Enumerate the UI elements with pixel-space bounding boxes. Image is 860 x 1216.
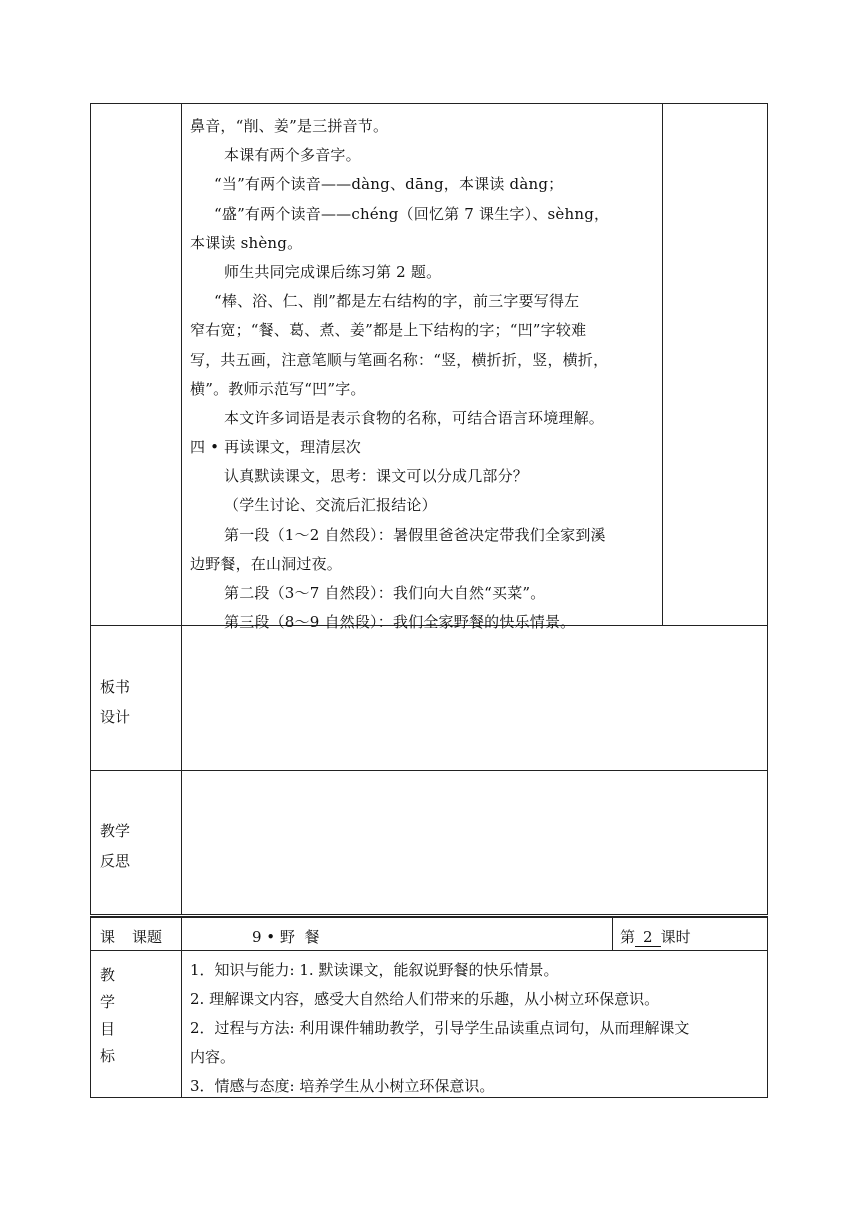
- upper-table-row-divider-2: [90, 770, 767, 771]
- lower-table-right-border: [767, 916, 768, 1098]
- content-line: 第三段（8～9 自然段）：我们全家野餐的快乐情景。: [224, 613, 576, 632]
- topic-label: 课题: [132, 928, 163, 946]
- content-line: 鼻音，“削、姜”是三拼音节。: [190, 117, 389, 135]
- reflection-label: [100, 816, 130, 876]
- content-line: 窄右宽；“餐、葛、煮、姜”都是上下结构的字；“凹”字较难: [190, 321, 587, 340]
- objectives-content: [190, 956, 765, 1101]
- content-line: 本文许多词语是表示食物的名称，可结合语言环境理解。: [224, 408, 605, 427]
- lesson-period: [620, 927, 691, 947]
- objective-line: 内容。: [190, 1048, 236, 1066]
- content-line: 第一段（1～2 自然段）：暑假里爸爸决定带我们全家到溪: [224, 525, 606, 544]
- objective-line: 2．过程与方法: 利用课件辅助教学，引导学生品读重点词句，从而理解课文: [190, 1019, 690, 1037]
- period-prefix: 第: [620, 928, 636, 946]
- content-line: “棒、浴、仁、削”都是左右结构的字，前三字要写得左: [214, 292, 580, 311]
- objective-line: 2. 理解课文内容，感受大自然给人们带来的乐趣，从小树立环保意识。: [190, 990, 660, 1008]
- lower-table-period-divider: [612, 916, 613, 951]
- content-line: “当”有两个读音——dàng、dāng，本课读 dàng；: [214, 175, 564, 194]
- period-suffix: 课时: [660, 928, 691, 946]
- objectives-label-char: 学: [100, 993, 116, 1011]
- reflection-label-line2: 反思: [100, 852, 131, 870]
- objectives-label: [100, 962, 130, 1070]
- upper-table-notes-divider: [662, 103, 663, 626]
- lower-table-header-divider: [90, 950, 767, 951]
- lower-table-label-divider: [181, 916, 182, 1098]
- lower-table-top-border: [90, 916, 767, 918]
- content-line: 本课有两个多音字。: [224, 146, 361, 165]
- objective-line: 1．知识与能力: 1. 默读课文，能叙说野餐的快乐情景。: [190, 961, 559, 979]
- objectives-label-char: 标: [100, 1047, 116, 1065]
- upper-table-top-border: [90, 103, 767, 104]
- objectives-label-char: 教: [100, 966, 116, 984]
- content-line: 第二段（3～7 自然段）：我们向大自然“买菜”。: [224, 584, 546, 602]
- board-design-label-line1: 板书: [100, 678, 131, 696]
- board-design-label: [100, 672, 130, 732]
- content-line: （学生讨论、交流后汇报结论）: [224, 496, 437, 515]
- content-line: 师生共同完成课后练习第 2 题。: [224, 262, 442, 281]
- content-line: 边野餐，在山洞过夜。: [190, 554, 343, 573]
- course-label: 课: [100, 928, 116, 946]
- content-line: 写，共五画，注意笔顺与笔画名称：“竖，横折折，竖，横折，: [190, 350, 609, 369]
- objectives-label-char: 目: [100, 1020, 116, 1038]
- section-heading: 四 • 再读课文，理清层次: [190, 438, 361, 457]
- objective-line: 3．情感与态度: 培养学生从小树立环保意识。: [190, 1077, 495, 1095]
- lower-table-left-border: [90, 916, 91, 1098]
- upper-table-left-border: [90, 103, 91, 915]
- upper-table-right-border: [767, 103, 768, 915]
- period-number: 2: [635, 928, 661, 947]
- content-line: 认真默读课文，思考：课文可以分成几部分？: [224, 467, 529, 486]
- upper-table-label-divider: [181, 103, 182, 915]
- content-line: 横”。教师示范写“凹”字。: [190, 379, 366, 398]
- content-line: 本课读 shèng。: [190, 233, 303, 252]
- content-line: “盛”有两个读音——chéng（回忆第 7 课生字）、sèhng，: [214, 204, 610, 223]
- upper-table-bottom-border: [90, 914, 767, 915]
- board-design-label-line2: 设计: [100, 708, 131, 726]
- lesson-title: 9 • 野 餐: [252, 928, 320, 946]
- reflection-label-line1: 教学: [100, 822, 131, 840]
- process-content: [190, 112, 660, 637]
